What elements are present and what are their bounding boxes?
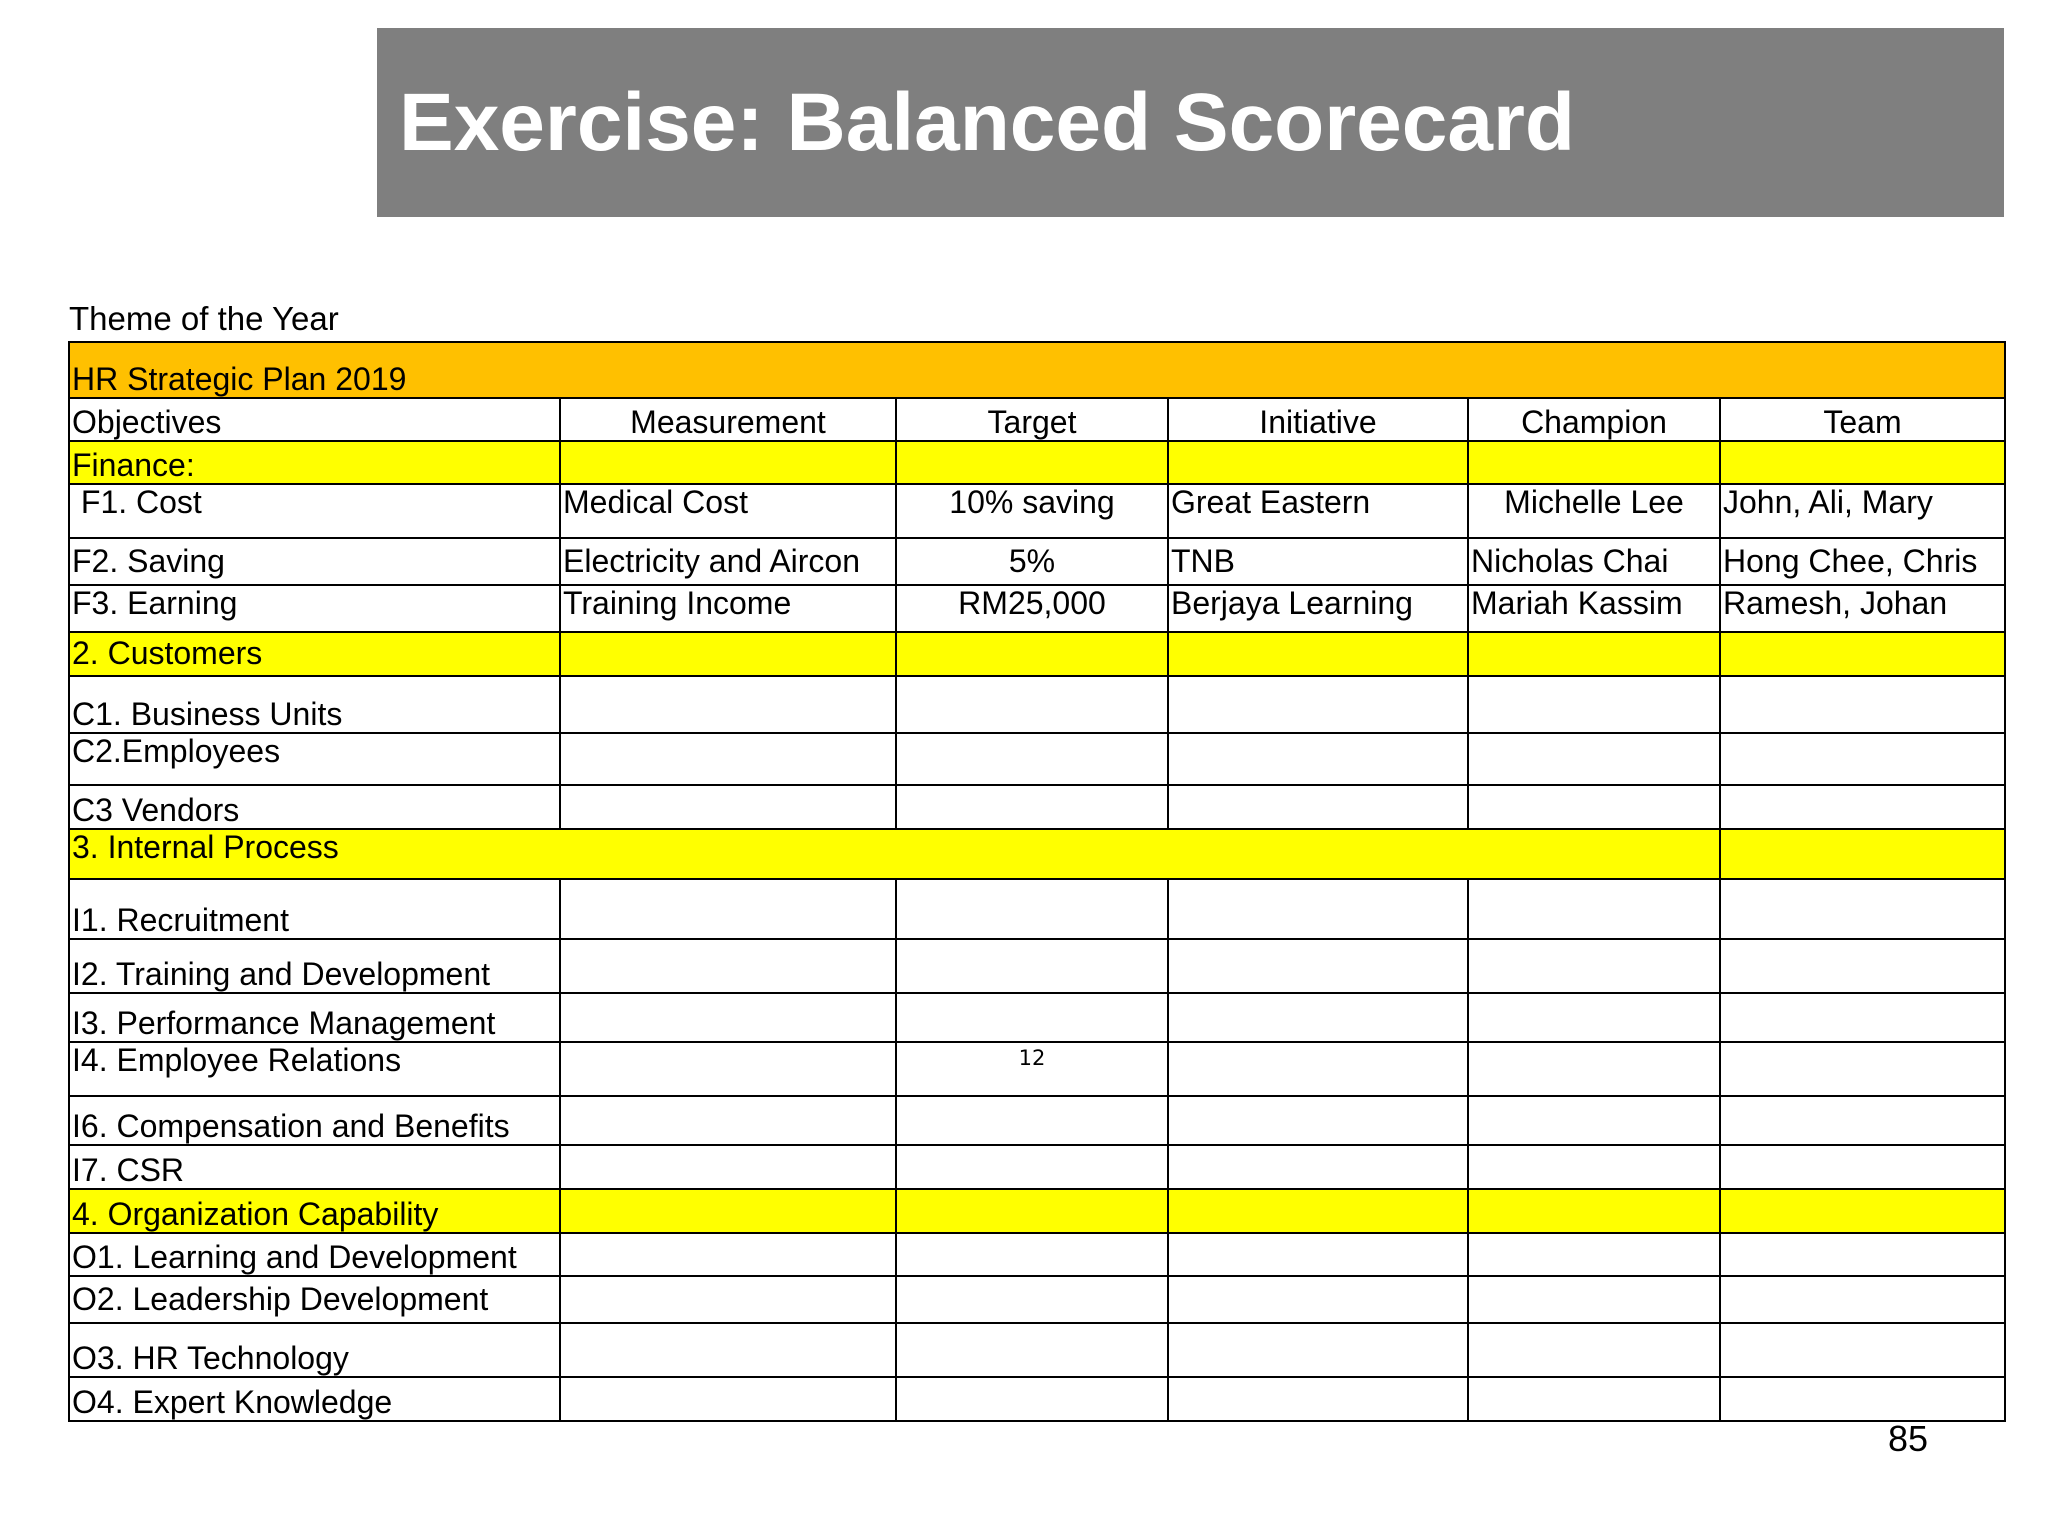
- team-cell: John, Ali, Mary: [1720, 484, 2005, 538]
- objective-cell: O3. HR Technology: [69, 1323, 560, 1377]
- table-row: [69, 484, 2005, 538]
- table-row: [69, 785, 2005, 829]
- table-row: [69, 939, 2005, 993]
- table-row: [69, 538, 2005, 585]
- table-row: [69, 676, 2005, 733]
- champion-cell: Michelle Lee: [1468, 484, 1720, 538]
- objective-cell: I3. Performance Management: [69, 993, 560, 1042]
- team-cell: Ramesh, Johan: [1720, 585, 2005, 632]
- champion-cell: Nicholas Chai: [1468, 538, 1720, 585]
- section-row: [69, 1189, 2005, 1233]
- target-cell: 5%: [896, 538, 1168, 585]
- slide-title: Exercise: Balanced Scorecard: [399, 76, 1575, 168]
- objective-cell: F2. Saving: [69, 538, 560, 585]
- section-row: [69, 829, 2005, 879]
- column-header: Target: [896, 398, 1168, 441]
- theme-label: Theme of the Year: [69, 300, 339, 337]
- table-row: [69, 1233, 2005, 1276]
- initiative-cell: Berjaya Learning: [1168, 585, 1468, 632]
- team-cell: Hong Chee, Chris: [1720, 538, 2005, 585]
- objective-cell: F1. Cost: [69, 484, 560, 538]
- objective-cell: I2. Training and Development: [69, 939, 560, 993]
- section-label: 2. Customers: [69, 632, 560, 676]
- table-row: [69, 993, 2005, 1042]
- table-row: [69, 1323, 2005, 1377]
- section-label: Finance:: [69, 441, 560, 484]
- table-row: [69, 879, 2005, 939]
- title-bar: [377, 28, 2004, 217]
- objective-cell: O1. Learning and Development: [69, 1233, 560, 1276]
- column-header: Objectives: [69, 398, 560, 441]
- section-label: 3. Internal Process: [69, 829, 1720, 879]
- objective-cell: O2. Leadership Development: [69, 1276, 560, 1323]
- column-header: Initiative: [1168, 398, 1468, 441]
- column-header: Team: [1720, 398, 2005, 441]
- plan-title: HR Strategic Plan 2019: [69, 342, 2005, 398]
- balanced-scorecard-table: [68, 341, 2006, 1422]
- target-cell: RM25,000: [896, 585, 1168, 632]
- measurement-cell: Electricity and Aircon: [560, 538, 896, 585]
- table-row: [69, 585, 2005, 632]
- objective-cell: C2.Employees: [69, 733, 560, 785]
- section-row: [69, 632, 2005, 676]
- column-header: Champion: [1468, 398, 1720, 441]
- table-row: [69, 1377, 2005, 1421]
- objective-cell: I7. CSR: [69, 1145, 560, 1189]
- page-number: 85: [1888, 1418, 1929, 1459]
- objective-cell: O4. Expert Knowledge: [69, 1377, 560, 1421]
- section-label: 4. Organization Capability: [69, 1189, 560, 1233]
- measurement-cell: Medical Cost: [560, 484, 896, 538]
- table-row: [69, 1096, 2005, 1145]
- section-row: [69, 441, 2005, 484]
- objective-cell: C3 Vendors: [69, 785, 560, 829]
- initiative-cell: TNB: [1168, 538, 1468, 585]
- initiative-cell: Great Eastern: [1168, 484, 1468, 538]
- measurement-cell: Training Income: [560, 585, 896, 632]
- column-header: Measurement: [560, 398, 896, 441]
- column-header-row: [69, 398, 2005, 441]
- plan-header-row: [69, 342, 2005, 398]
- objective-cell: F3. Earning: [69, 585, 560, 632]
- table-row: [69, 1042, 2005, 1096]
- target-cell: 12: [896, 1042, 1168, 1096]
- target-cell: 10% saving: [896, 484, 1168, 538]
- table-row: [69, 1276, 2005, 1323]
- champion-cell: Mariah Kassim: [1468, 585, 1720, 632]
- objective-cell: C1. Business Units: [69, 676, 560, 733]
- objective-cell: I4. Employee Relations: [69, 1042, 560, 1096]
- table-row: [69, 1145, 2005, 1189]
- objective-cell: I6. Compensation and Benefits: [69, 1096, 560, 1145]
- objective-cell: I1. Recruitment: [69, 879, 560, 939]
- table-row: [69, 733, 2005, 785]
